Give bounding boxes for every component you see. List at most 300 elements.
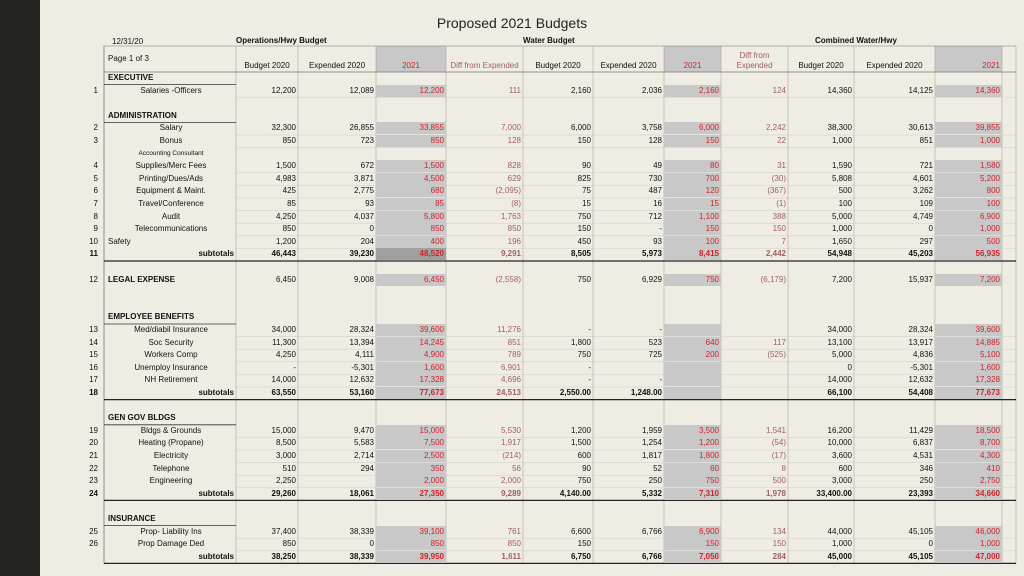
table-row: [0, 538, 1024, 550]
column-header: Budget 2020: [244, 61, 290, 70]
table-cell: 7: [781, 236, 786, 246]
table-cell: 6,900: [935, 211, 1002, 223]
table-cell: 5,332: [641, 488, 662, 498]
table-cell: 850: [507, 539, 521, 549]
table-cell: -: [588, 375, 591, 385]
table-cell: 85: [376, 198, 446, 210]
table-cell: 45,105: [908, 551, 933, 561]
table-cell: 66,100: [827, 388, 852, 397]
table-cell: 14,000: [271, 375, 296, 385]
table-cell: 12,632: [349, 375, 374, 385]
table-cell: 14,245: [376, 337, 446, 349]
table-cell: 388: [772, 211, 786, 221]
table-cell: 60: [664, 463, 721, 475]
table-cell: 53,160: [349, 388, 374, 397]
table-cell: 117: [773, 337, 786, 347]
table-cell: 6,750: [570, 551, 591, 561]
table-cell: 38,250: [271, 551, 296, 561]
table-cell: -: [588, 362, 591, 372]
row-number: 12: [89, 274, 98, 284]
table-cell: 134: [772, 526, 786, 536]
table-cell: 1,000: [935, 538, 1002, 550]
table-cell: 500: [935, 236, 1002, 248]
table-cell: 34,660: [935, 488, 1002, 500]
row-label: Supplies/Merc Fees: [135, 161, 207, 171]
table-cell: 750: [577, 350, 591, 360]
table-cell: 2,750: [935, 475, 1002, 487]
table-cell: 38,339: [349, 551, 374, 561]
table-cell: 63,550: [271, 388, 296, 397]
group-combined: Combined Water/Hwy: [815, 36, 897, 45]
table-cell: 294: [360, 463, 374, 473]
table-cell: 2,242: [765, 123, 786, 133]
table-cell: 31: [777, 161, 786, 171]
table-cell: 38,339: [349, 526, 374, 536]
table-cell: 22: [777, 136, 786, 145]
row-label: Salaries -Officers: [140, 85, 202, 95]
table-cell: 39,950: [376, 551, 446, 563]
blank-row: [0, 500, 1024, 512]
table-cell: 500: [772, 476, 786, 486]
table-cell: 48,520: [376, 248, 446, 260]
table-cell: 1,500: [570, 438, 591, 448]
table-cell: 28,324: [349, 325, 374, 334]
table-cell: -: [293, 362, 296, 372]
table-cell: 4,900: [376, 349, 446, 361]
row-number: 15: [89, 350, 98, 360]
blank-row: [0, 261, 1024, 273]
table-cell: 850: [282, 224, 296, 234]
row-label: ADMINISTRATION: [108, 110, 177, 120]
table-cell: 8,700: [935, 437, 1002, 449]
table-cell: (367): [767, 186, 786, 196]
column-header: Budget 2020: [535, 61, 581, 70]
table-cell: 1,917: [500, 438, 521, 448]
table-cell: 1,650: [831, 236, 852, 246]
table-cell: 77,673: [935, 387, 1002, 399]
table-cell: 851: [507, 337, 521, 347]
table-cell: 0: [369, 224, 374, 234]
table-cell: 10,000: [827, 438, 852, 448]
section-header: [0, 311, 1024, 323]
table-cell: 2,500: [376, 450, 446, 462]
table-cell: 1,500: [275, 161, 296, 171]
table-cell: 4,749: [912, 211, 933, 221]
table-cell: 761: [507, 526, 521, 536]
table-cell: 4,836: [912, 350, 933, 360]
page-title: Proposed 2021 Budgets: [436, 15, 588, 31]
table-cell: -: [659, 224, 662, 234]
table-cell: 600: [838, 463, 852, 473]
table-cell: 672: [360, 161, 374, 171]
table-cell: 5,973: [641, 249, 662, 259]
table-cell: 7,000: [500, 123, 521, 133]
table-row: [0, 337, 1024, 349]
table-row: [0, 362, 1024, 374]
table-cell: -: [659, 325, 662, 334]
table-cell: 90: [582, 161, 591, 171]
row-number: 26: [89, 539, 98, 549]
table-cell: 1,200: [664, 437, 721, 449]
table-cell: 5,808: [831, 173, 852, 183]
row-label: Electricity: [153, 451, 189, 460]
table-cell: 4,601: [912, 173, 933, 183]
table-cell: 825: [577, 173, 591, 183]
table-cell: 5,800: [376, 211, 446, 223]
row-number: 18: [89, 388, 98, 397]
table-cell: 17,328: [376, 374, 446, 386]
subtotal-row: [0, 551, 1024, 563]
table-cell: 1,500: [376, 160, 446, 172]
table-cell: 33,855: [376, 122, 446, 134]
table-cell: 0: [928, 224, 933, 234]
table-cell: 150: [664, 538, 721, 550]
table-cell: 45,105: [908, 526, 933, 536]
table-cell: 1,800: [570, 337, 591, 347]
table-cell: (2,095): [495, 186, 521, 196]
row-label: GEN GOV BLDGS: [108, 413, 176, 423]
table-cell: 7,310: [664, 488, 721, 500]
table-cell: 750: [664, 274, 721, 286]
column-header: 2021: [683, 61, 702, 70]
table-cell: 700: [664, 173, 721, 185]
table-cell: 17,328: [935, 374, 1002, 386]
table-row: [0, 374, 1024, 386]
table-cell: 34,000: [271, 325, 296, 334]
table-cell: 2,714: [353, 451, 374, 460]
table-cell: 6,000: [664, 122, 721, 134]
table-cell: 1,248.00: [630, 388, 662, 397]
table-cell: 1,000: [831, 224, 852, 234]
table-cell: 0: [928, 539, 933, 549]
row-number: 2: [93, 123, 98, 133]
table-cell: 1,000: [831, 539, 852, 549]
subtotal-row: [0, 248, 1024, 260]
table-cell: 12,200: [271, 85, 296, 95]
table-row: [0, 135, 1024, 147]
section-header: [0, 513, 1024, 525]
table-cell: 4,300: [935, 450, 1002, 462]
table-cell: (30): [771, 173, 786, 183]
table-cell: 5,583: [353, 438, 374, 448]
table-cell: 284: [772, 551, 786, 561]
table-cell: 80: [664, 160, 721, 172]
table-cell: 850: [376, 223, 446, 235]
table-cell: 3,871: [353, 173, 374, 183]
table-cell: 16: [653, 199, 662, 208]
column-header: 2021: [402, 61, 420, 70]
date-label: 12/31/20: [112, 37, 144, 46]
table-row: [0, 160, 1024, 172]
row-number: 11: [89, 249, 98, 259]
table-cell: 850: [282, 136, 296, 145]
table-cell: 1,000: [935, 223, 1002, 235]
table-row: [0, 122, 1024, 134]
row-number: 17: [89, 375, 98, 385]
table-cell: 4,500: [376, 173, 446, 185]
blank-row: [0, 97, 1024, 109]
table-cell: 9,291: [500, 249, 521, 259]
table-cell: 6,766: [641, 551, 662, 561]
table-cell: [298, 475, 374, 487]
table-cell: 600: [577, 451, 591, 460]
table-cell: 3,500: [664, 425, 721, 437]
row-label: Accounting Consultant: [138, 149, 204, 157]
table-cell: 4,531: [912, 451, 933, 460]
table-cell: 425: [282, 186, 296, 196]
row-number: 6: [93, 186, 98, 196]
blank-row: [0, 400, 1024, 412]
table-cell: 150: [577, 539, 591, 549]
table-cell: 346: [919, 463, 933, 473]
table-cell: 24,513: [496, 388, 521, 397]
row-number: 16: [89, 362, 98, 372]
table-cell: 93: [365, 199, 374, 208]
table-cell: 11,276: [497, 325, 521, 334]
table-cell: 150: [577, 136, 591, 145]
table-cell: 0: [847, 362, 852, 372]
table-cell: 2,775: [353, 186, 374, 196]
table-cell: 14,125: [908, 85, 933, 95]
table-cell: (8): [511, 199, 521, 208]
table-cell: 2,160: [570, 85, 591, 95]
table-row: [0, 223, 1024, 235]
table-cell: 3,262: [912, 186, 933, 196]
table-cell: 1,100: [664, 211, 721, 223]
table-cell: 3,758: [641, 123, 662, 133]
table-cell: 0: [369, 539, 374, 549]
table-cell: 2,000: [376, 475, 446, 487]
table-cell: 39,230: [349, 249, 374, 259]
row-number: 5: [93, 173, 98, 183]
table-cell: 56: [512, 463, 521, 473]
row-label: Telecommunications: [134, 224, 208, 234]
table-cell: 39,600: [935, 324, 1002, 336]
table-cell: 6,450: [275, 274, 296, 284]
column-header: Diff from Expended: [450, 61, 519, 70]
table-cell: 680: [376, 185, 446, 197]
row-label: subtotals: [198, 551, 234, 561]
row-label: subtotals: [198, 488, 234, 498]
table-cell: 7,050: [664, 551, 721, 563]
table-cell: 38,300: [827, 123, 852, 133]
table-row: [0, 349, 1024, 361]
table-cell: 39,600: [376, 324, 446, 336]
table-cell: 8: [781, 463, 786, 473]
table-cell: [721, 374, 786, 386]
table-cell: 13,917: [908, 337, 933, 347]
table-cell: 5,000: [831, 350, 852, 360]
row-number: 23: [89, 476, 98, 486]
table-cell: [721, 387, 786, 399]
table-cell: 1,959: [641, 425, 662, 435]
table-cell: 3,000: [275, 451, 296, 460]
table-cell: 100: [838, 199, 852, 208]
table-cell: 90: [582, 463, 591, 473]
table-cell: 1,580: [935, 160, 1002, 172]
table-cell: 4,037: [353, 211, 374, 221]
table-cell: 725: [648, 350, 662, 360]
table-row: [0, 437, 1024, 449]
table-cell: 1,254: [641, 438, 662, 448]
table-cell: 750: [577, 274, 591, 284]
table-cell: 5,100: [935, 349, 1002, 361]
table-cell: 6,837: [912, 438, 933, 448]
table-cell: 29,260: [271, 488, 296, 498]
table-cell: 14,000: [827, 375, 852, 385]
row-number: 22: [89, 463, 98, 473]
table-cell: 1,817: [641, 451, 662, 460]
table-cell: 6,766: [641, 526, 662, 536]
table-cell: (6,179): [760, 274, 786, 284]
table-cell: 45,203: [908, 249, 933, 259]
row-number: 1: [93, 85, 98, 95]
table-cell: 3,600: [831, 451, 852, 460]
table-cell: (214): [502, 451, 521, 460]
table-cell: 629: [507, 173, 521, 183]
table-cell: 297: [919, 236, 933, 246]
table-cell: 4,140.00: [559, 488, 591, 498]
table-cell: (17): [771, 451, 786, 460]
table-row: [0, 450, 1024, 462]
table-row: [0, 198, 1024, 210]
table-cell: 128: [648, 136, 662, 145]
row-label: Telephone: [152, 463, 190, 473]
table-cell: 851: [919, 136, 933, 145]
table-cell: 1,590: [831, 161, 852, 171]
table-cell: 850: [376, 538, 446, 550]
table-cell: 789: [507, 350, 521, 360]
row-number: 19: [89, 425, 98, 435]
row-label: Bldgs & Grounds: [140, 425, 202, 435]
section-header: [0, 110, 1024, 122]
table-cell: 150: [664, 223, 721, 235]
table-cell: [721, 362, 786, 374]
table-cell: 450: [577, 236, 591, 246]
table-cell: 39,855: [935, 122, 1002, 134]
table-cell: 1,600: [376, 362, 446, 374]
table-cell: 6,929: [641, 274, 662, 284]
table-cell: [664, 324, 721, 336]
row-label: Med/diabil Insurance: [134, 325, 208, 334]
table-row: [0, 148, 1024, 160]
table-cell: 723: [360, 136, 374, 145]
table-cell: 13,394: [349, 337, 374, 347]
table-cell: 4,250: [275, 350, 296, 360]
table-cell: 730: [648, 173, 662, 183]
table-cell: 18,061: [349, 488, 374, 498]
table-cell: 1,200: [570, 425, 591, 435]
table-cell: 6,450: [376, 274, 446, 286]
table-cell: -5,301: [910, 362, 933, 372]
table-row: [0, 185, 1024, 197]
table-cell: 850: [507, 224, 521, 234]
table-cell: -5,301: [351, 362, 374, 372]
table-cell: 128: [507, 136, 521, 145]
table-cell: 250: [648, 476, 662, 486]
table-cell: 39,100: [376, 526, 446, 538]
table-cell: 85: [287, 199, 296, 208]
table-cell: 14,360: [935, 85, 1002, 97]
table-cell: 26,855: [349, 123, 374, 133]
table-cell: 77,673: [376, 387, 446, 399]
table-cell: 1,800: [664, 450, 721, 462]
table-cell: 2,160: [664, 85, 721, 97]
table-cell: 510: [282, 463, 296, 473]
table-cell: 8,500: [275, 438, 296, 448]
table-cell: 46,000: [935, 526, 1002, 538]
table-cell: 44,000: [827, 526, 852, 536]
table-row: [0, 173, 1024, 185]
table-cell: 52: [653, 463, 662, 473]
table-cell: 33,400.00: [816, 488, 852, 498]
subtotal-row: [0, 488, 1024, 500]
table-cell: 6,600: [570, 526, 591, 536]
table-cell: 500: [838, 186, 852, 196]
table-row: [0, 211, 1024, 223]
table-header: [0, 0, 1024, 80]
table-cell: 12,200: [376, 85, 446, 97]
table-cell: (54): [771, 438, 786, 448]
column-header: Expended 2020: [308, 61, 366, 70]
table-cell: 750: [664, 475, 721, 487]
row-label: Engineering: [149, 476, 193, 486]
table-row: [0, 463, 1024, 475]
table-cell: 120: [664, 185, 721, 197]
row-label: Heating (Propane): [138, 438, 204, 448]
table-cell: 1,000: [935, 135, 1002, 147]
table-cell: 9,289: [500, 488, 521, 498]
table-cell: 640: [664, 337, 721, 349]
table-cell: [664, 387, 721, 399]
table-cell: 27,350: [376, 488, 446, 500]
row-number: 13: [89, 325, 98, 334]
table-cell: 23,393: [908, 488, 933, 498]
table-cell: 28,324: [908, 325, 933, 334]
table-cell: 75: [582, 186, 591, 196]
table-cell: 410: [935, 463, 1002, 475]
row-number: 25: [89, 526, 98, 536]
table-cell: 32,300: [271, 123, 296, 133]
table-cell: 150: [772, 224, 786, 234]
table-cell: 2,036: [641, 85, 662, 95]
table-cell: 15,000: [271, 425, 296, 435]
table-cell: 34,000: [827, 325, 852, 334]
table-cell: 15: [664, 198, 721, 210]
table-cell: 3,000: [831, 476, 852, 486]
table-cell: 7,200: [831, 274, 852, 284]
table-cell: [593, 362, 662, 374]
table-cell: 15,937: [908, 274, 933, 284]
table-cell: 5,530: [500, 425, 521, 435]
group-water: Water Budget: [523, 36, 575, 45]
table-cell: 1,611: [501, 551, 521, 561]
row-label: Prop- Liability Ins: [140, 526, 202, 536]
row-label: EXECUTIVE: [108, 73, 154, 82]
row-label: Printing/Dues/Ads: [138, 173, 204, 183]
table-cell: 200: [664, 349, 721, 361]
table-row: [0, 324, 1024, 336]
row-number: 20: [89, 438, 98, 448]
table-cell: 5,200: [935, 173, 1002, 185]
group-ops: Operations/Hwy Budget: [236, 36, 327, 45]
table-cell: 9,470: [353, 425, 374, 435]
table-cell: 8,505: [570, 249, 591, 259]
table-cell: [664, 362, 721, 374]
table-cell: 400: [376, 236, 446, 248]
table-cell: (2,558): [495, 274, 521, 284]
table-cell: 850: [282, 539, 296, 549]
